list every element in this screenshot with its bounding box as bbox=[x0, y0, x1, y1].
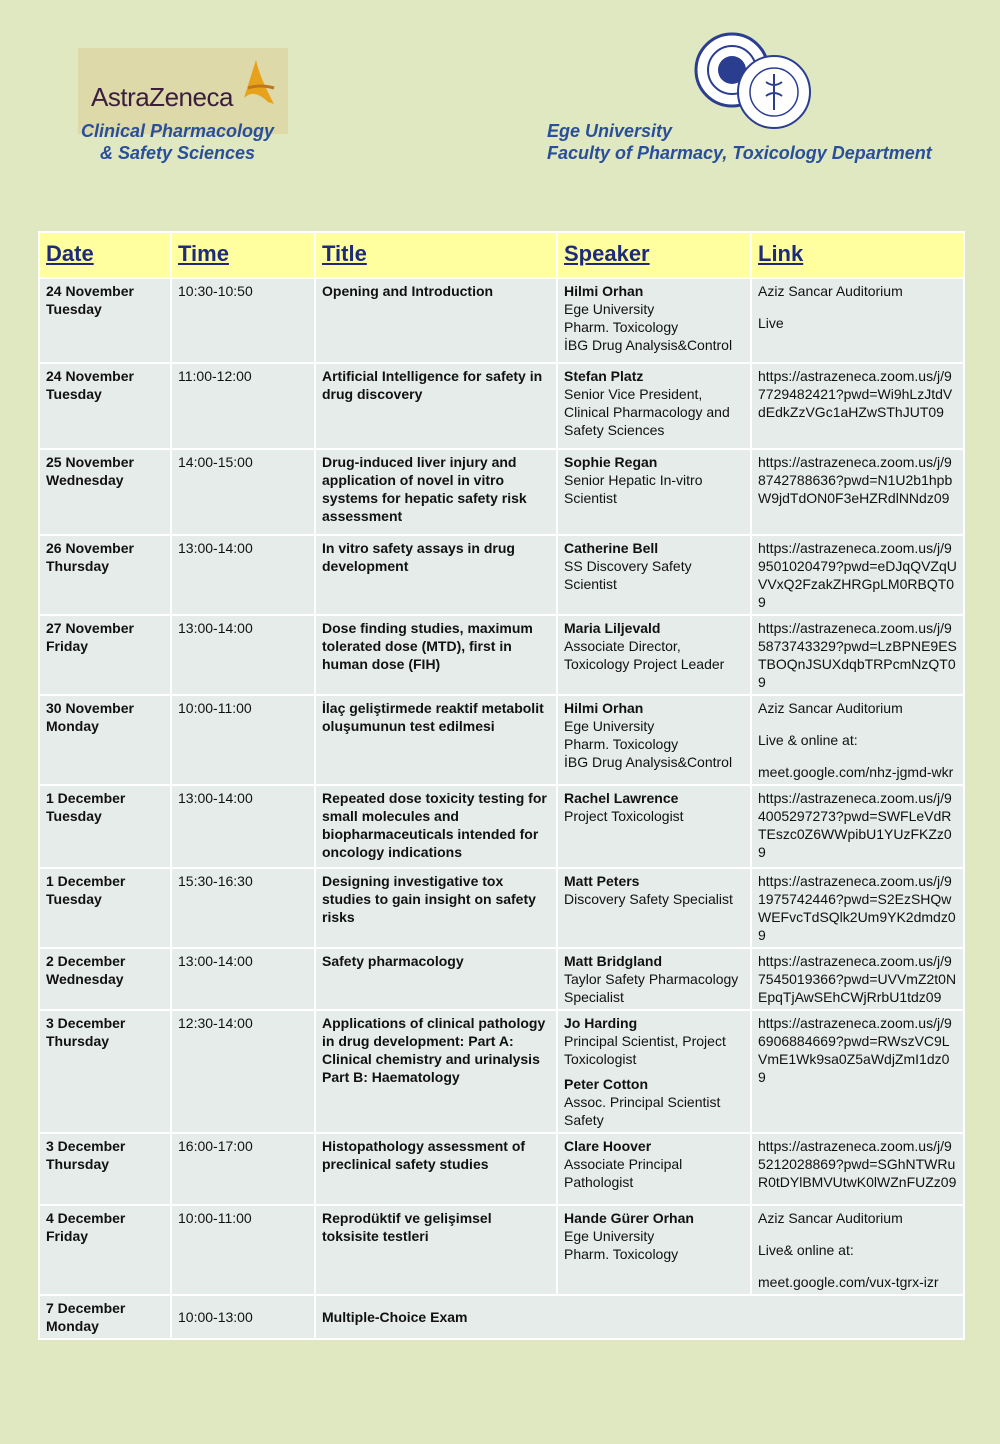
speaker-affiliation: İBG Drug Analysis&Control bbox=[564, 337, 733, 353]
title-cell: Dose finding studies, maximum tolerated dose (MTD), first in human dose (FIH) bbox=[315, 615, 557, 695]
speaker-affiliation: İBG Drug Analysis&Control bbox=[564, 754, 733, 770]
speaker-affiliation: Pharm. Toxicology bbox=[564, 736, 679, 752]
meeting-link[interactable]: https://astrazeneca.zoom.us/j/97545019366?pwd=UVVmZ2t0NEpqTjAwSEhCWjRrbU1tdz09 bbox=[758, 953, 957, 1005]
speaker-affiliation: Pharm. Toxicology bbox=[564, 319, 679, 335]
speaker-affiliation: Associate Principal Pathologist bbox=[564, 1156, 683, 1190]
day-text: Tuesday bbox=[46, 301, 102, 317]
venue-text: Live& online at: bbox=[758, 1242, 854, 1258]
date-cell bbox=[39, 1133, 171, 1205]
date-cell bbox=[39, 278, 171, 363]
title-cell: Artificial Intelligence for safety in drug discovery bbox=[315, 363, 557, 449]
date-cell bbox=[39, 615, 171, 695]
table-row bbox=[39, 1133, 964, 1205]
time-cell: 14:00-15:00 bbox=[171, 449, 315, 535]
title-cell: Histopathology assessment of preclinical safety studies bbox=[315, 1133, 557, 1205]
speaker-affiliation: Principal Scientist, Project Toxicologist bbox=[564, 1033, 726, 1067]
time-cell: 16:00-17:00 bbox=[171, 1133, 315, 1205]
title-cell: Safety pharmacology bbox=[315, 948, 557, 1010]
speaker-cell bbox=[557, 1133, 751, 1205]
speaker-affiliation: Assoc. Principal Scientist Safety bbox=[564, 1094, 721, 1128]
left-organisation bbox=[40, 120, 315, 164]
title-cell: Applications of clinical pathology in drug development: Part A: Clinical chemistry and urinalysis Part B: Haematology bbox=[315, 1010, 557, 1133]
link-cell bbox=[751, 785, 964, 868]
exam-time-cell: 10:00-13:00 bbox=[171, 1295, 315, 1339]
date-text: 1 December bbox=[46, 790, 126, 806]
date-text: 26 November bbox=[46, 540, 134, 556]
table-row bbox=[39, 449, 964, 535]
table-row bbox=[39, 695, 964, 785]
time-cell: 13:00-14:00 bbox=[171, 615, 315, 695]
day-text: Wednesday bbox=[46, 472, 124, 488]
table-row bbox=[39, 948, 964, 1010]
schedule-table bbox=[38, 231, 965, 1340]
meeting-link[interactable]: https://astrazeneca.zoom.us/j/96906884669?pwd=RWszVC9LVmE1Wk9sa0Z5aWdjZmI1dz09 bbox=[758, 1015, 952, 1085]
speaker-cell bbox=[557, 615, 751, 695]
speaker-name: Stefan Platz bbox=[564, 368, 644, 384]
table-row bbox=[39, 785, 964, 868]
link-cell bbox=[751, 695, 964, 785]
date-text: 1 December bbox=[46, 873, 126, 889]
date-cell bbox=[39, 695, 171, 785]
title-cell: Designing investigative tox studies to gain insight on safety risks bbox=[315, 868, 557, 948]
time-cell: 13:00-14:00 bbox=[171, 948, 315, 1010]
left-org-line-2: & Safety Sciences bbox=[99, 143, 256, 163]
header-title: Title bbox=[315, 232, 557, 278]
date-cell bbox=[39, 535, 171, 615]
date-text: 3 December bbox=[46, 1138, 126, 1154]
date-text: 27 November bbox=[46, 620, 134, 636]
speaker-cell bbox=[557, 1010, 751, 1133]
title-cell: Reprodüktif ve gelişimsel toksisite testleri bbox=[315, 1205, 557, 1295]
speaker-cell bbox=[557, 695, 751, 785]
day-text: Monday bbox=[46, 718, 99, 734]
speaker-cell bbox=[557, 278, 751, 363]
ege-university-seals bbox=[694, 30, 814, 134]
speaker-affiliation: Ege University bbox=[564, 301, 655, 317]
right-org-line-1: Ege University bbox=[547, 121, 673, 141]
time-cell: 10:30-10:50 bbox=[171, 278, 315, 363]
venue-text: Aziz Sancar Auditorium bbox=[758, 1210, 903, 1226]
table-row bbox=[39, 278, 964, 363]
link-cell bbox=[751, 1010, 964, 1133]
date-cell bbox=[39, 449, 171, 535]
date-cell bbox=[39, 868, 171, 948]
speaker-cell bbox=[557, 868, 751, 948]
speaker-name: Clare Hoover bbox=[564, 1138, 652, 1154]
date-cell bbox=[39, 1205, 171, 1295]
speaker-affiliation: Ege University bbox=[564, 1228, 655, 1244]
table-row bbox=[39, 615, 964, 695]
date-cell bbox=[39, 1010, 171, 1133]
speaker-name: Hilmi Orhan bbox=[564, 700, 644, 716]
speaker-spacer bbox=[564, 1068, 744, 1075]
left-org-line-1: Clinical Pharmacology bbox=[80, 121, 275, 141]
day-text: Tuesday bbox=[46, 891, 102, 907]
time-cell: 11:00-12:00 bbox=[171, 363, 315, 449]
speaker-affiliation: Discovery Safety Specialist bbox=[564, 891, 733, 907]
day-text: Wednesday bbox=[46, 971, 124, 987]
table-row bbox=[39, 1010, 964, 1133]
speaker-name: Catherine Bell bbox=[564, 540, 659, 556]
speaker-affiliation: Senior Vice President, Clinical Pharmacology and Safety Sciences bbox=[564, 386, 730, 438]
table-row bbox=[39, 1205, 964, 1295]
venue-text: Aziz Sancar Auditorium bbox=[758, 700, 903, 716]
day-text: Thursday bbox=[46, 558, 110, 574]
venue-text: Live bbox=[758, 315, 784, 331]
link-cell bbox=[751, 1205, 964, 1295]
title-cell: In vitro safety assays in drug development bbox=[315, 535, 557, 615]
meeting-link[interactable]: meet.google.com/nhz-jgmd-wkr bbox=[758, 764, 954, 780]
link-cell bbox=[751, 363, 964, 449]
link-cell bbox=[751, 278, 964, 363]
day-text: Friday bbox=[46, 638, 89, 654]
time-cell: 10:00-11:00 bbox=[171, 695, 315, 785]
speaker-affiliation: Taylor Safety Pharmacology Specialist bbox=[564, 971, 739, 1005]
speaker-affiliation: SS Discovery Safety Scientist bbox=[564, 558, 692, 592]
title-cell: Opening and Introduction bbox=[315, 278, 557, 363]
speaker-name: Rachel Lawrence bbox=[564, 790, 679, 806]
table-row bbox=[39, 363, 964, 449]
meeting-link[interactable]: https://astrazeneca.zoom.us/j/95212028869?pwd=SGhNTWRuR0tDYlBMVUtwK0lWZnFUZz09 bbox=[758, 1138, 957, 1190]
link-spacer bbox=[758, 1259, 957, 1273]
speaker-cell bbox=[557, 535, 751, 615]
speaker-name: Peter Cotton bbox=[564, 1076, 648, 1092]
speaker-cell bbox=[557, 948, 751, 1010]
link-spacer bbox=[758, 749, 957, 763]
speaker-cell bbox=[557, 449, 751, 535]
link-spacer bbox=[758, 717, 957, 731]
speaker-cell bbox=[557, 363, 751, 449]
exam-row bbox=[39, 1295, 964, 1339]
day-text: Tuesday bbox=[46, 808, 102, 824]
exam-day-text: Monday bbox=[46, 1318, 99, 1334]
meeting-link[interactable]: https://astrazeneca.zoom.us/j/99501020479?pwd=eDJqQVZqUVVxQ2FzakZHRGpLM0RBQT09 bbox=[758, 540, 957, 610]
link-cell bbox=[751, 1133, 964, 1205]
date-text: 30 November bbox=[46, 700, 134, 716]
meeting-link[interactable]: https://astrazeneca.zoom.us/j/97729482421?pwd=Wi9hLzJtdVdEdkZzVGc1aHZwSThJUT09 bbox=[758, 368, 953, 420]
header-time: Time bbox=[171, 232, 315, 278]
date-cell bbox=[39, 948, 171, 1010]
title-cell: Drug-induced liver injury and application of novel in vitro systems for hepatic safety risk assessment bbox=[315, 449, 557, 535]
title-cell: Repeated dose toxicity testing for small molecules and biopharmaceuticals intended for oncology indications bbox=[315, 785, 557, 868]
time-cell: 13:00-14:00 bbox=[171, 785, 315, 868]
exam-date-cell bbox=[39, 1295, 171, 1339]
time-cell: 10:00-11:00 bbox=[171, 1205, 315, 1295]
day-text: Tuesday bbox=[46, 386, 102, 402]
time-cell: 13:00-14:00 bbox=[171, 535, 315, 615]
day-text: Thursday bbox=[46, 1033, 110, 1049]
link-cell bbox=[751, 535, 964, 615]
meeting-link[interactable]: https://astrazeneca.zoom.us/j/94005297273?pwd=SWFLeVdRTEszc0Z6WWpibU1YUzFKZz09 bbox=[758, 790, 952, 860]
table-header-row bbox=[39, 232, 964, 278]
exam-title-cell: Multiple-Choice Exam bbox=[315, 1295, 964, 1339]
time-cell: 15:30-16:30 bbox=[171, 868, 315, 948]
title-cell: İlaç geliştirmede reaktif metabolit oluşumunun test edilmesi bbox=[315, 695, 557, 785]
speaker-affiliation: Project Toxicologist bbox=[564, 808, 684, 824]
table-row bbox=[39, 535, 964, 615]
date-text: 2 December bbox=[46, 953, 126, 969]
speaker-affiliation: Pharm. Toxicology bbox=[564, 1246, 679, 1262]
date-text: 25 November bbox=[46, 454, 134, 470]
speaker-name: Sophie Regan bbox=[564, 454, 658, 470]
astrazeneca-wordmark: AstraZeneca bbox=[91, 82, 233, 112]
day-text: Thursday bbox=[46, 1156, 110, 1172]
speaker-cell bbox=[557, 1205, 751, 1295]
date-text: 24 November bbox=[46, 283, 134, 299]
header-link: Link bbox=[751, 232, 964, 278]
date-cell bbox=[39, 363, 171, 449]
speaker-name: Maria Liljevald bbox=[564, 620, 661, 636]
link-cell bbox=[751, 449, 964, 535]
speaker-name: Hilmi Orhan bbox=[564, 283, 644, 299]
link-cell bbox=[751, 868, 964, 948]
date-text: 4 December bbox=[46, 1210, 126, 1226]
table-row bbox=[39, 868, 964, 948]
link-cell bbox=[751, 615, 964, 695]
header-speaker: Speaker bbox=[557, 232, 751, 278]
speaker-name: Hande Gürer Orhan bbox=[564, 1210, 694, 1226]
venue-text: Aziz Sancar Auditorium bbox=[758, 283, 903, 299]
astrazeneca-symbol-icon bbox=[234, 58, 278, 110]
meeting-link[interactable]: https://astrazeneca.zoom.us/j/91975742446?pwd=S2EzSHQwWEFvcTdSQlk2Um9YK2dmdz09 bbox=[758, 873, 956, 943]
speaker-name: Jo Harding bbox=[564, 1015, 638, 1031]
speaker-affiliation: Ege University bbox=[564, 718, 655, 734]
time-cell: 12:30-14:00 bbox=[171, 1010, 315, 1133]
meeting-link[interactable]: https://astrazeneca.zoom.us/j/98742788636?pwd=N1U2b1hpbW9jdTdON0F3eHZRdlNNdz09 bbox=[758, 454, 953, 506]
date-cell bbox=[39, 785, 171, 868]
day-text: Friday bbox=[46, 1228, 89, 1244]
venue-text: Live & online at: bbox=[758, 732, 858, 748]
exam-date-text: 7 December bbox=[46, 1300, 126, 1316]
header-date: Date bbox=[39, 232, 171, 278]
speaker-name: Matt Peters bbox=[564, 873, 640, 889]
right-org-line-2: Faculty of Pharmacy, Toxicology Department bbox=[547, 143, 932, 163]
date-text: 3 December bbox=[46, 1015, 126, 1031]
speaker-name: Matt Bridgland bbox=[564, 953, 662, 969]
link-spacer bbox=[758, 300, 957, 314]
speaker-affiliation: Senior Hepatic In-vitro Scientist bbox=[564, 472, 703, 506]
speaker-cell bbox=[557, 785, 751, 868]
link-spacer bbox=[758, 1227, 957, 1241]
date-text: 24 November bbox=[46, 368, 134, 384]
link-cell bbox=[751, 948, 964, 1010]
speaker-affiliation: Associate Director, Toxicology Project Leader bbox=[564, 638, 725, 672]
right-organisation bbox=[547, 120, 932, 164]
meeting-link[interactable]: https://astrazeneca.zoom.us/j/95873743329?pwd=LzBPNE9ESTBOQnJSUXdqbTRPcmNzQT09 bbox=[758, 620, 957, 690]
meeting-link[interactable]: meet.google.com/vux-tgrx-izr bbox=[758, 1274, 939, 1290]
